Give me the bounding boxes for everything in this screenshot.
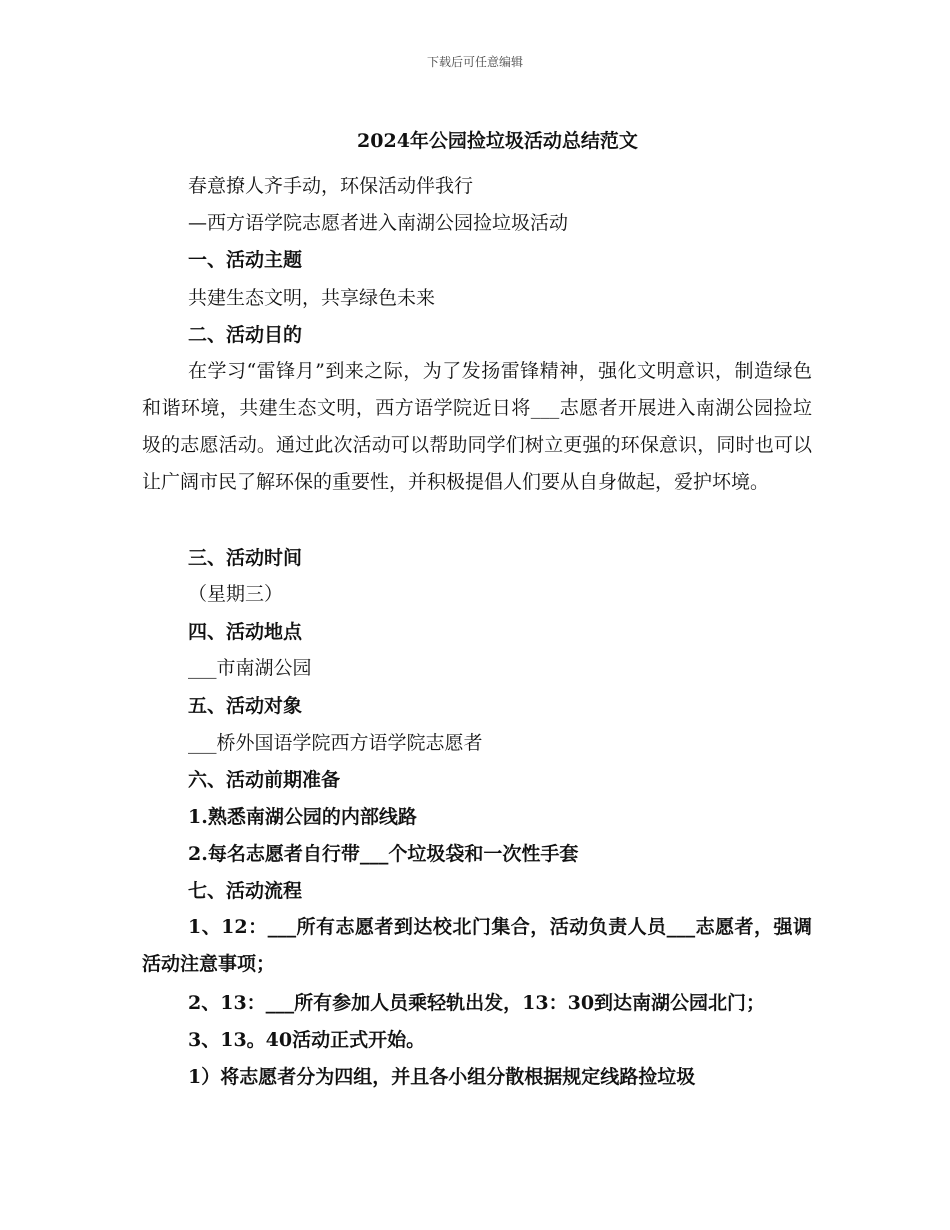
section-heading-participants: 五、活动对象 (188, 695, 303, 717)
section-heading-process: 七、活动流程 (188, 880, 303, 902)
page-header: 下载后可任意编辑 (426, 55, 523, 69)
subtitle-activity: —西方语学院志愿者进入南湖公园捡垃圾活动 (188, 212, 569, 234)
process-item-3: 3、13。40活动正式开始。 (188, 1029, 426, 1051)
section-body-purpose: 在学习“雷锋月”到来之际，为了发扬雷锋精神，强化文明意识，制造绿色和谐环境，共建生态文明，西方语学院近日将___志愿者开展进入南湖公园捡垃圾的志愿活动。通过此次活动可以帮助同学们树立更强的环保意识，同时也可以让广阔市民了解环保的重要性，并积极提倡人们要从自身做起，爱护坏境。 (142, 360, 812, 493)
section-body-location: ___市南湖公园 (188, 657, 312, 679)
process-item-2: 2、13：___所有参加人员乘轻轨出发，13：30到达南湖公园北门； (188, 992, 766, 1014)
section-body-time: （星期三） (188, 583, 284, 605)
section-heading-theme: 一、活动主题 (188, 249, 303, 271)
section-heading-location: 四、活动地点 (188, 621, 303, 643)
section-heading-preparation: 六、活动前期准备 (188, 769, 341, 791)
preparation-item-1: 1.熟悉南湖公园的内部线路 (188, 806, 417, 828)
process-item-1: 1、12：___所有志愿者到达校北门集合，活动负责人员___志愿者，强调活动注意事项； (142, 916, 812, 975)
process-item-4: 1）将志愿者分为四组，并且各小组分散根据规定线路捡垃圾 (188, 1066, 696, 1088)
section-body-participants: ___桥外国语学院西方语学院志愿者 (188, 732, 483, 754)
section-heading-time: 三、活动时间 (188, 547, 303, 569)
document-title: 2024年公园捡垃圾活动总结范文 (357, 130, 638, 152)
subtitle-slogan: 春意撩人齐手动，环保活动伴我行 (188, 175, 474, 197)
section-heading-purpose: 二、活动目的 (188, 324, 303, 346)
preparation-item-2: 2.每名志愿者自行带___个垃圾袋和一次性手套 (188, 843, 579, 865)
section-body-theme: 共建生态文明，共享绿色未来 (188, 287, 436, 309)
